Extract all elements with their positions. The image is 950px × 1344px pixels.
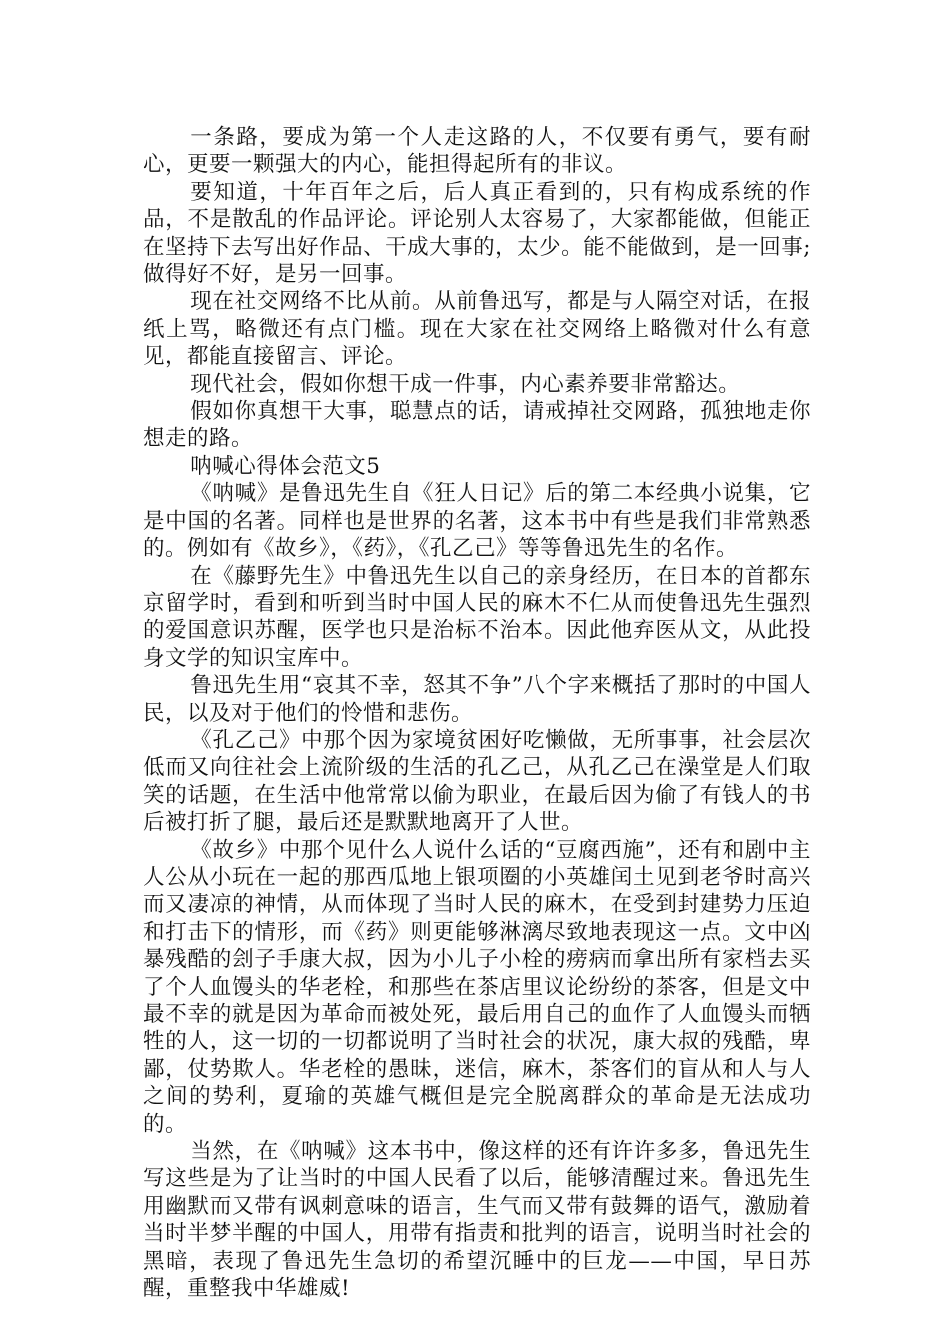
paragraph: 现代社会，假如你想干成一件事，内心素养要非常豁达。 xyxy=(190,371,741,397)
paragraph: 在《藤野先生》中鲁迅先生以自己的亲身经历，在日本的首都东京留学时，看到和听到当时中国人民的麻木不仁从而使鲁迅先生强烈的爱国意识苏醒，医学也只是治标不治本。因此他弃医从文，从此投身文学的知识宝库中。 xyxy=(143,563,811,671)
paragraph: 要知道，十年百年之后，后人真正看到的，只有构成系统的作品，不是散乱的作品评论。评论别人太容易了，大家都能做，但能正在坚持下去写出好作品、干成大事的，太少。能不能做到，是一回事;做得好不好，是另一回事。 xyxy=(143,179,811,288)
paragraph: 假如你真想干大事，聪慧点的话，请戒掉社交网路，孤独地走你想走的路。 xyxy=(143,399,811,452)
paragraph: 《故乡》中那个见什么人说什么话的“豆腐西施”，还有和剧中主人公从小玩在一起的那西瓜地上银项圈的小英雄闰土见到老爷时高兴而又凄凉的神情，从而体现了当时人民的麻木，在受到封建势力压迫和打击下的情形，而《药》则更能够淋漓尽致地表现这一点。文中凶暴残酷的刽子手康大叔，因为小儿子小栓的痨病而拿出所有家档去买了个人血馒头的华老栓，和那些在茶店里议论纷纷的茶客，但是文中最不幸的就是因为革命而被处死，最后用自己的血作了人血馒头而牺牲的人，这一切的一切都说明了当时社会的状况，康大叔的残酷，卑鄙，仗势欺人。华老栓的愚昧，迷信，麻木，茶客们的盲从和人与人之间的势利，夏瑜的英雄气概但是完全脱离群众的革命是无法成功的。 xyxy=(143,837,811,1137)
document-body xyxy=(143,124,811,1302)
paragraph: 《孔乙己》中那个因为家境贫困好吃懒做，无所事事，社会层次低而又向往社会上流阶级的生活的孔乙己，从孔乙己在澡堂是人们取笑的话题，在生活中他常常以偷为职业，在最后因为偷了有钱人的书后被打折了腿，最后还是默默地离开了人世。 xyxy=(143,727,811,836)
paragraph: 当然，在《呐喊》这本书中，像这样的还有许许多多，鲁迅先生写这些是为了让当时的中国人民看了以后，能够清醒过来。鲁迅先生用幽默而又带有讽刺意味的语言，生气而又带有鼓舞的语气，激励着当时半梦半醒的中国人，用带有指责和批判的语言，说明当时社会的黑暗，表现了鲁迅先生急切的希望沉睡中的巨龙——中国，早日苏醒，重整我中华雄威! xyxy=(143,1139,811,1302)
section-heading: 呐喊心得体会范文5 xyxy=(190,453,381,479)
paragraph: 现在社交网络不比从前。从前鲁迅写，都是与人隔空对话，在报纸上骂，略微还有点门槛。现在大家在社交网络上略微对什么有意见，都能直接留言、评论。 xyxy=(143,289,811,370)
paragraph: 一条路，要成为第一个人走这路的人，不仅要有勇气，要有耐心，更要一颗强大的内心，能担得起所有的非议。 xyxy=(143,125,811,178)
paragraph: 《呐喊》是鲁迅先生自《狂人日记》后的第二本经典小说集，它是中国的名著。同样也是世界的名著，这本书中有些是我们非常熟悉的。例如有《故乡》，《药》，《孔乙己》等等鲁迅先生的名作。 xyxy=(143,481,811,562)
paragraph: 鲁迅先生用“哀其不幸，怒其不争”八个字来概括了那时的中国人民，以及对于他们的怜惜和悲伤。 xyxy=(143,673,811,726)
